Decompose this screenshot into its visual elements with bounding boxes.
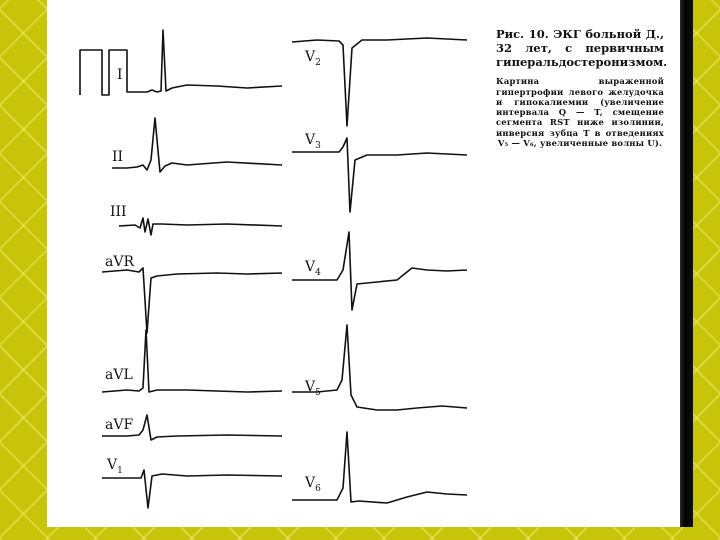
lead-label-iii: III	[110, 204, 127, 220]
trace-lead-v1	[102, 470, 282, 508]
caption-body: Картина выраженной гипертрофии левого желудочка и гипокалиемии (увеличение интервала Q — T, смещение сегмента RST ниже изолинии, инверсия зубца T в отведениях V₅ — V₆, увеличенные волны U).	[496, 76, 664, 148]
lead-label-v2: $V_2$	[305, 49, 321, 68]
trace-lead-iii	[119, 218, 282, 235]
lead-label-avl: aVL	[105, 367, 133, 383]
lead-label-i: I	[117, 67, 123, 83]
lead-label-v5: $V_5$	[305, 379, 321, 398]
scan-edge-shadow	[680, 0, 693, 527]
lead-label-v4: $V_4$	[305, 259, 321, 278]
caption-title: Рис. 10. ЭКГ больной Д., 32 лет, с первичным гиперальдостеронизмом.	[496, 27, 668, 69]
trace-lead-ii	[112, 118, 282, 172]
lead-label-v6: $V_6$	[305, 475, 321, 494]
lead-label-v1: $V_1$	[107, 457, 123, 476]
figure-caption	[496, 27, 668, 148]
lead-label-avf: aVF	[105, 417, 134, 433]
trace-lead-i	[80, 30, 282, 95]
lead-label-avr: aVR	[105, 254, 134, 270]
lead-label-v3: $V_3$	[305, 132, 321, 151]
trace-lead-avr	[102, 268, 282, 333]
lead-label-ii: II	[112, 149, 124, 165]
